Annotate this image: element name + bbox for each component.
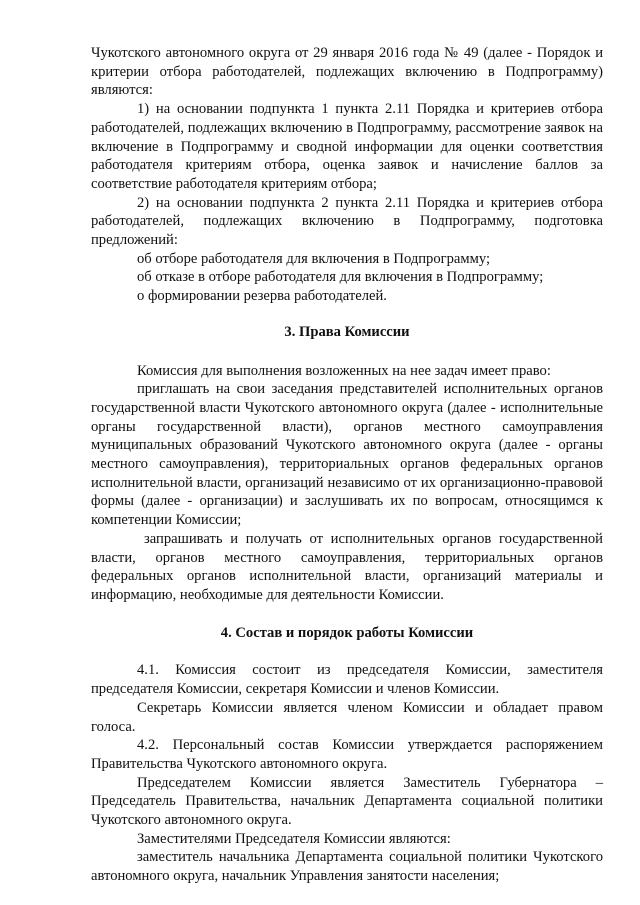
sub-item: об отказе в отборе работодателя для включения в Подпрограмму; xyxy=(137,269,544,286)
paragraph: Секретарь Комиссии является членом Комиссии и обладает правом голоса. xyxy=(91,699,603,735)
sub-item: о формировании резерва работодателей. xyxy=(137,288,387,305)
paragraph: приглашать на свои заседания представителей исполнительных органов государственной власти Чукотского автономного округа (далее - исполнительные органы государственной власти), органов местного самоуправления муниципальных образований Чукотского автономного округа (далее - органы местного самоуправления), территориальных органов федеральных органов исполнительной власти, организаций независимо от их организационно-правовой формы (далее - организации) и заслушивать их по вопросам, относящимся к компетенции Комиссии; xyxy=(91,381,603,529)
section-heading-4: 4. Состав и порядок работы Комиссии xyxy=(220,624,474,641)
paragraph: запрашивать и получать от исполнительных органов государственной власти, органов местного самоуправления, территориальных органов федеральных органов исполнительной власти, организаций материалы и информацию, необходимые для деятельности Комиссии. xyxy=(91,530,603,603)
list-item-2: 2) на основании подпункта 2 пункта 2.11 Порядка и критериев отбора работодателей, подлежащих включению в Подпрограмму, подготовка предложений: xyxy=(91,194,603,249)
paragraph: заместитель начальника Департамента социальной политики Чукотского автономного округа, начальник Управления занятости населения; xyxy=(91,849,603,885)
paragraph: Заместителями Председателя Комиссии являются: xyxy=(137,830,451,847)
sub-item: об отборе работодателя для включения в Подпрограмму; xyxy=(137,250,491,267)
paragraph: Председателем Комиссии является Заместитель Губернатора – Председатель Правительства, начальник Департамента социальной политики Чукотского автономного округа. xyxy=(91,774,603,829)
list-item-1: 1) на основании подпункта 1 пункта 2.11 Порядка и критериев отбора работодателей, подлежащих включению в Подпрограмму, рассмотрение заявок на включение в Подпрограмму и сводной информации для оценки соответствия работодателя критериям отбора, оценка заявок и начисление баллов за соответствие работодателя критериям отбора; xyxy=(91,101,603,192)
paragraph: 4.1. Комиссия состоит из председателя Комиссии, заместителя председателя Комиссии, секретаря Комиссии и членов Комиссии. xyxy=(91,662,603,698)
paragraph: Комиссия для выполнения возложенных на нее задач имеет право: xyxy=(137,362,551,379)
section-heading-3: 3. Права Комиссии xyxy=(284,323,410,340)
document-page xyxy=(91,44,603,886)
intro-paragraph: Чукотского автономного округа от 29 января 2016 года № 49 (далее - Порядок и критерии отбора работодателей, подлежащих включению в Подпрограмму) являются: xyxy=(91,45,603,99)
paragraph: 4.2. Персональный состав Комиссии утверждается распоряжением Правительства Чукотского автономного округа. xyxy=(91,737,603,772)
